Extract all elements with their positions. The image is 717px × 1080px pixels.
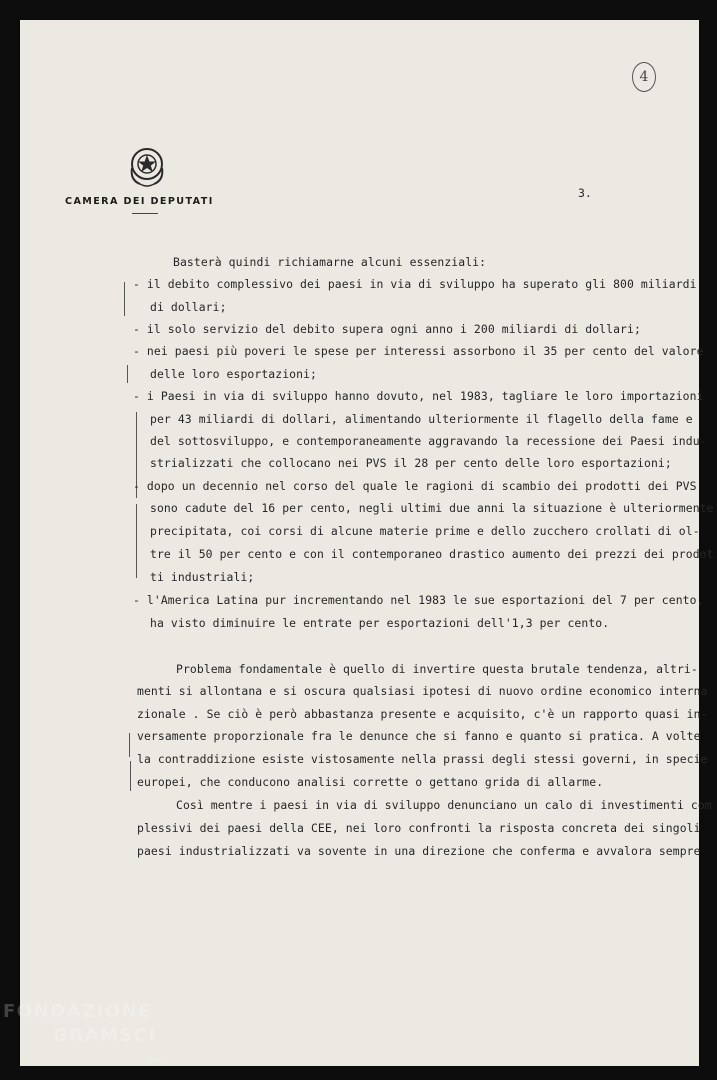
text-line: versamente proporzionale fra le denunce che si fanno e quanto si pratica. A volte <box>137 729 701 743</box>
text-line: menti si allontana e si oscura qualsiasi ipotesi di nuovo ordine economico interna <box>137 684 708 698</box>
text-line: - l'America Latina pur incrementando nel 1983 le sue esportazioni del 7 per cento, <box>133 593 704 607</box>
watermark-line1: FONDAZIONE <box>3 1001 152 1022</box>
watermark-line2: GRAMSCI <box>53 1025 157 1046</box>
text-line: - dopo un decennio nel corso del quale le ragioni di scambio dei prodotti dei PVS <box>133 479 697 493</box>
margin-mark <box>136 504 137 578</box>
text-line: Così mentre i paesi in via di sviluppo denunciano un calo di investimenti com <box>176 798 712 812</box>
handwritten-page-number: 4 <box>632 62 656 92</box>
text-line: zionale . Se ciò è però abbastanza presente e acquisito, c'è un rapporto quasi in- <box>137 707 708 721</box>
text-line: - i Paesi in via di sviluppo hanno dovuto, nel 1983, tagliare le loro importazioni <box>133 389 704 403</box>
text-line: ti industriali; <box>150 570 255 584</box>
chamber-title: CAMERA DEI DEPUTATI <box>65 196 214 207</box>
margin-mark <box>129 733 130 757</box>
text-line: del sottosviluppo, e contemporaneamente aggravando la recessione dei Paesi indu- <box>150 434 707 448</box>
text-line: precipitata, coi corsi di alcune materie prime e dello zucchero crollati di ol- <box>150 524 700 538</box>
text-line: strializzati che collocano nei PVS il 28 per cento delle loro esportazioni; <box>150 456 672 470</box>
text-line: delle loro esportazioni; <box>150 367 317 381</box>
typed-page-number: 3. <box>578 186 592 200</box>
text-line: per 43 miliardi di dollari, alimentando ulteriormente il flagello della fame e <box>150 412 693 426</box>
watermark <box>3 1000 167 1064</box>
text-line: tre il 50 per cento e con il contemporaneo drastico aumento dei prezzi dei prodot <box>150 547 714 561</box>
text-line: - il solo servizio del debito supera ogni anno i 200 miliardi di dollari; <box>133 322 641 336</box>
document-page <box>20 20 714 1066</box>
text-line: la contraddizione esiste vistosamente nella prassi degli stessi governi, in specie <box>137 752 708 766</box>
text-line: paesi industrializzati va sovente in una direzione che conferma e avvalora sempre <box>137 844 701 858</box>
text-line: Problema fondamentale è quello di invertire questa brutale tendenza, altri- <box>176 662 698 676</box>
text-line: - nei paesi più poveri le spese per interessi assorbono il 35 per cento del valore <box>133 344 704 358</box>
text-line: ha visto diminuire le entrate per esportazioni dell'1,3 per cento. <box>150 616 610 630</box>
watermark-sub: onlus <box>148 1056 167 1064</box>
text-line: Basterà quindi richiamarne alcuni essenziali: <box>173 255 487 269</box>
republic-emblem-icon <box>126 144 168 190</box>
margin-mark <box>124 282 125 316</box>
margin-mark <box>130 761 131 791</box>
title-underline <box>132 213 158 214</box>
text-line: - il debito complessivo dei paesi in via di sviluppo ha superato gli 800 miliardi <box>133 277 697 291</box>
margin-mark <box>127 365 128 383</box>
text-line: europei, che conducono analisi corrette o gettano grida di allarme. <box>137 775 604 789</box>
text-line: di dollari; <box>150 300 227 314</box>
text-line: sono cadute del 16 per cento, negli ultimi due anni la situazione è ulteriormente <box>150 501 714 515</box>
text-line: plessivi dei paesi della CEE, nei loro confronti la risposta concreta dei singoli <box>137 821 701 835</box>
